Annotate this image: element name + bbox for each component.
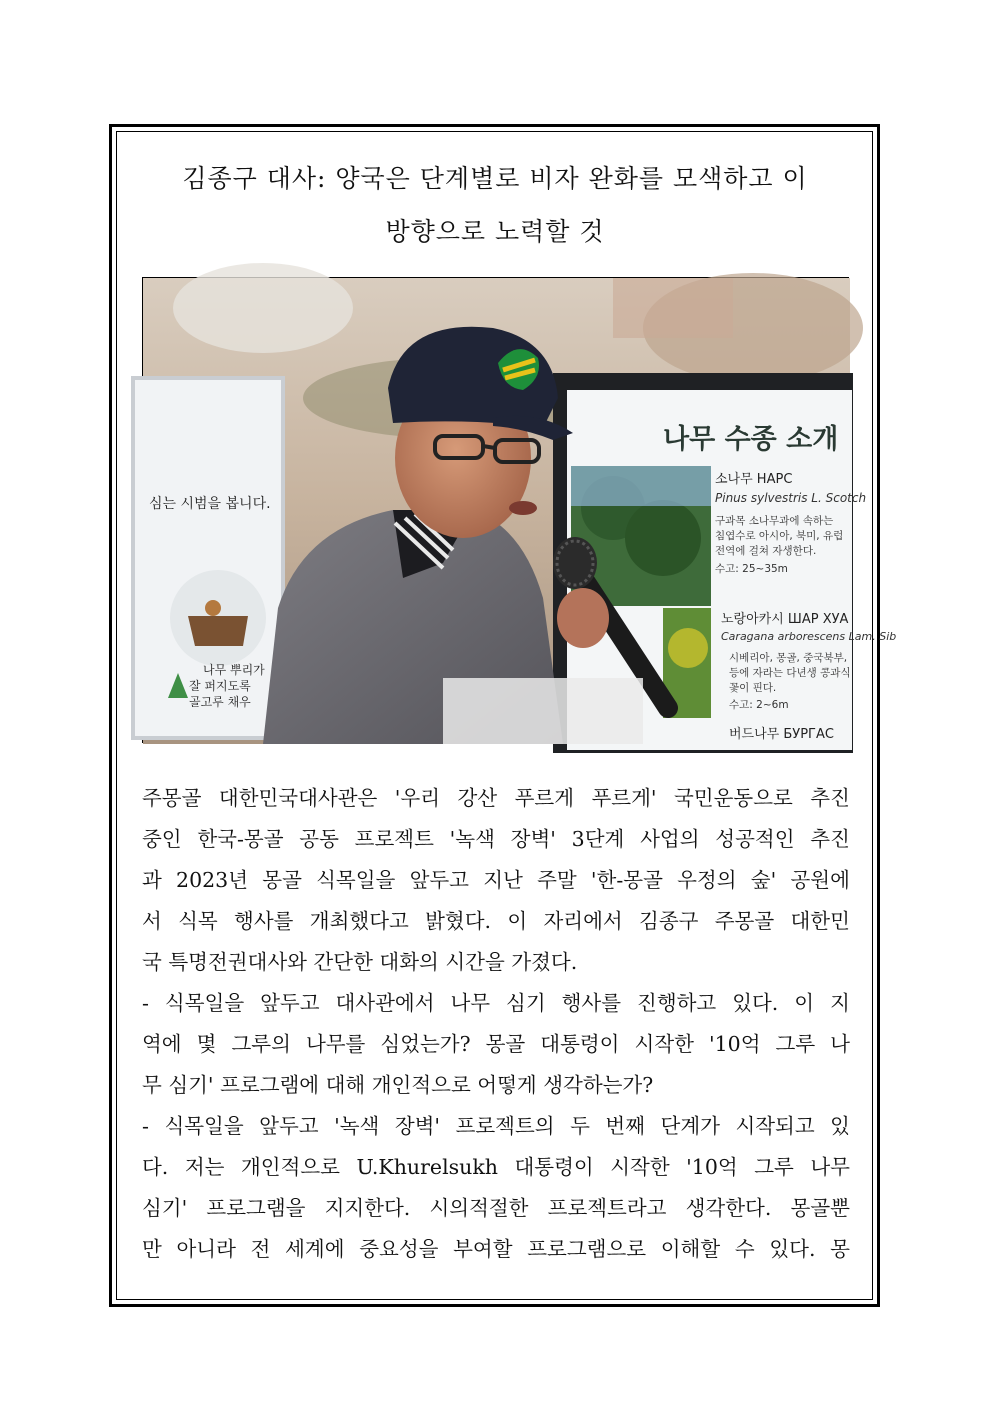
sign-right-entry1-desc-3: 수고: 25~35m [715, 563, 788, 575]
article-photo [142, 277, 897, 743]
sign-right-entry1-latin: Pinus sylvestris L. Scotch [715, 491, 867, 505]
body-line-2: 중인 한국-몽골 공동 프로젝트 '녹색 장벽' 3단계 사업의 성공적인 추진 [142, 827, 850, 851]
body-line-9: - 식목일을 앞두고 '녹색 장벽' 프로젝트의 두 번째 단계가 시작되고 있 [142, 1114, 850, 1138]
body-line-10: 다. 저는 개인적으로 U.Khurelsukh 대통령이 시작한 '10억 그루 나무 [142, 1155, 850, 1179]
body-line-4: 서 식목 행사를 개최했다고 밝혔다. 이 자리에서 김종구 주몽골 대한민 [142, 909, 850, 933]
sign-right-entry2-desc-0: 시베리아, 몽골, 중국북부, [729, 652, 848, 664]
body-line-5: 국 특명전권대사와 간단한 대화의 시간을 가졌다. [142, 950, 578, 974]
sign-left-text1: 심는 시범을 봅니다. [149, 496, 271, 512]
sign-left-text2-2: 골고루 채우 [189, 695, 251, 709]
body-line-11: 심기' 프로그램을 지지한다. 시의적절한 프로젝트라고 생각한다. 몽골뿐 [142, 1196, 850, 1220]
body-line-8: 무 심기' 프로그램에 대해 개인적으로 어떻게 생각하는가? [142, 1073, 654, 1097]
article-body [142, 778, 850, 1270]
sign-right-entry2-desc-3: 수고: 2~6m [729, 699, 789, 711]
body-line-7: 역에 몇 그루의 나무를 심었는가? 몽골 대통령이 시작한 '10억 그루 나 [142, 1032, 850, 1056]
sign-right-entry2-desc-2: 꽃이 핀다. [729, 682, 777, 694]
sign-left-text2-0: 나무 뿌리가 [203, 663, 265, 677]
left-info-sign [133, 378, 283, 738]
title-line-2: 방향으로 노력할 것 [385, 217, 605, 246]
body-line-1: 주몽골 대한민국대사관은 '우리 강산 푸르게 푸르게' 국민운동으로 추진 [142, 786, 850, 810]
sign-right-entry1-name: 소나무 НАРС [715, 472, 793, 487]
sign-right-entry2-latin: Caragana arborescens Lam. Sib [721, 630, 897, 643]
sign-left-text2-1: 잘 퍼지도록 [189, 679, 251, 693]
body-line-3: 과 2023년 몽골 식목일을 앞두고 지난 주말 '한-몽골 우정의 숲' 공원에 [142, 868, 850, 892]
sign-right-entry1-desc-0: 구과목 소나무과에 속하는 [715, 515, 834, 527]
sign-right-entry3-name: 버드나무 БУРГАС [729, 727, 834, 742]
sign-right-entry2-name: 노랑아카시 ШАР ХУА [721, 612, 849, 627]
body-line-6: - 식목일을 앞두고 대사관에서 나무 심기 행사를 진행하고 있다. 이 지 [142, 991, 850, 1015]
sign-right-entry2-desc-1: 등에 자라는 다년생 콩과식 [729, 667, 851, 679]
sign-right-title: 나무 수종 소개 [663, 424, 839, 455]
article-title [130, 152, 860, 258]
sign-right-entry1-desc-1: 침엽수로 아시아, 북미, 유럽 [715, 530, 844, 542]
sign-right-entry1-desc-2: 전역에 걸쳐 자생한다. [715, 545, 817, 557]
title-line-1: 김종구 대사: 양국은 단계별로 비자 완화를 모색하고 이 [182, 164, 808, 193]
body-line-12: 만 아니라 전 세계에 중요성을 부여할 프로그램으로 이해할 수 있다. 몽 [142, 1237, 850, 1261]
